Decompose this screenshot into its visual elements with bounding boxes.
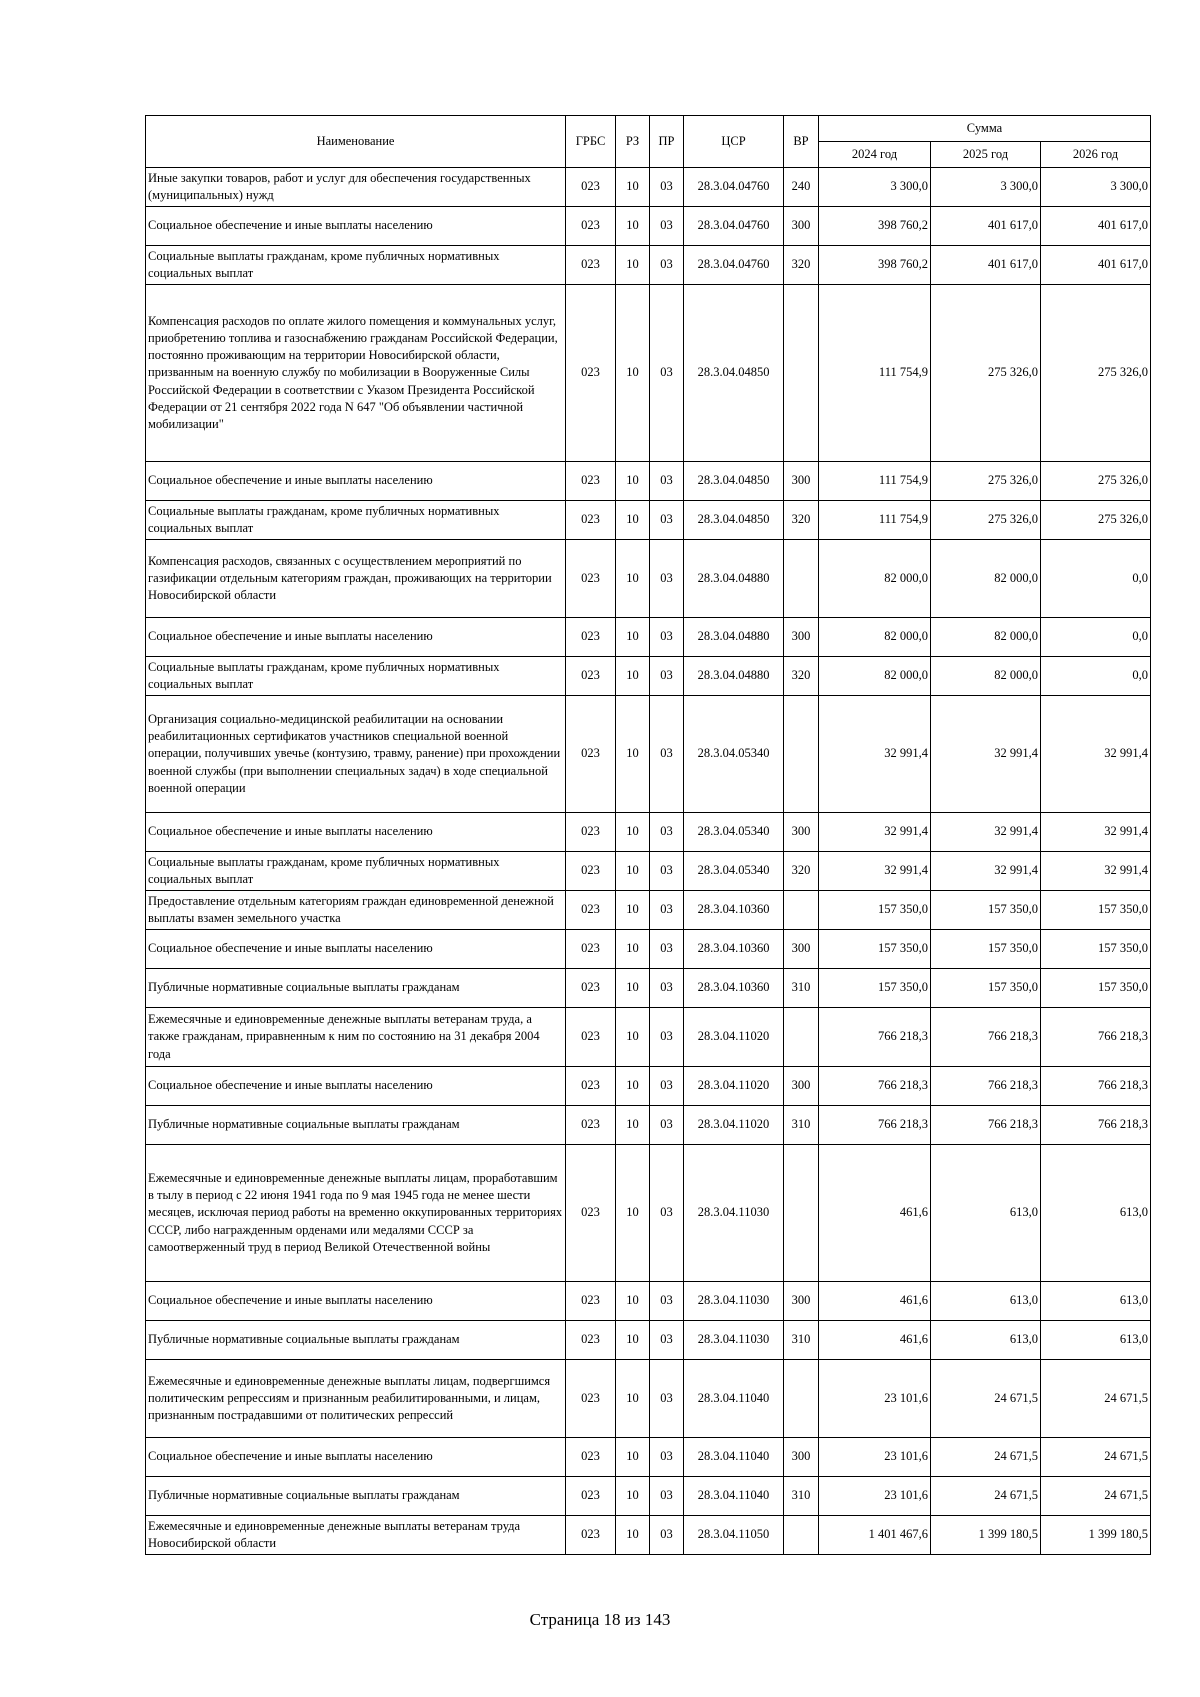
cell-csr: 28.3.04.04850: [684, 501, 784, 540]
table-row: [146, 1438, 1151, 1477]
cell-y2025: 275 326,0: [931, 285, 1041, 462]
cell-y2026: 766 218,3: [1041, 1008, 1151, 1067]
table-row: [146, 246, 1151, 285]
cell-grbs: 023: [566, 618, 616, 657]
cell-y2026: 766 218,3: [1041, 1106, 1151, 1145]
cell-pr: 03: [650, 969, 684, 1008]
cell-y2025: 275 326,0: [931, 462, 1041, 501]
cell-y2024: 398 760,2: [819, 207, 931, 246]
cell-rz: 10: [616, 1321, 650, 1360]
cell-y2026: 0,0: [1041, 657, 1151, 696]
cell-rz: 10: [616, 1516, 650, 1555]
header-sum: Сумма: [819, 116, 1151, 142]
cell-pr: 03: [650, 1477, 684, 1516]
cell-vr: 310: [784, 1477, 819, 1516]
cell-grbs: 023: [566, 1438, 616, 1477]
cell-pr: 03: [650, 1438, 684, 1477]
cell-csr: 28.3.04.11030: [684, 1282, 784, 1321]
table-row: [146, 1145, 1151, 1282]
cell-y2024: 32 991,4: [819, 813, 931, 852]
cell-vr: 310: [784, 1321, 819, 1360]
cell-pr: 03: [650, 891, 684, 930]
table-row: [146, 501, 1151, 540]
table-row: [146, 285, 1151, 462]
cell-csr: 28.3.04.11040: [684, 1477, 784, 1516]
header-vr: ВР: [784, 116, 819, 168]
cell-vr: [784, 1008, 819, 1067]
cell-pr: 03: [650, 696, 684, 813]
cell-csr: 28.3.04.05340: [684, 813, 784, 852]
table-row: [146, 657, 1151, 696]
cell-grbs: 023: [566, 462, 616, 501]
cell-pr: 03: [650, 1106, 684, 1145]
cell-name: Ежемесячные и единовременные денежные выплаты ветеранам труда Новосибирской области: [146, 1516, 566, 1555]
cell-csr: 28.3.04.10360: [684, 930, 784, 969]
cell-y2024: 1 401 467,6: [819, 1516, 931, 1555]
cell-rz: 10: [616, 168, 650, 207]
cell-y2025: 766 218,3: [931, 1008, 1041, 1067]
cell-grbs: 023: [566, 696, 616, 813]
header-name: Наименование: [146, 116, 566, 168]
cell-csr: 28.3.04.11040: [684, 1360, 784, 1438]
table-row: [146, 813, 1151, 852]
cell-csr: 28.3.04.04880: [684, 657, 784, 696]
cell-y2026: 275 326,0: [1041, 462, 1151, 501]
cell-grbs: 023: [566, 207, 616, 246]
cell-vr: 320: [784, 501, 819, 540]
cell-csr: 28.3.04.10360: [684, 891, 784, 930]
cell-y2025: 613,0: [931, 1282, 1041, 1321]
table-row: [146, 891, 1151, 930]
cell-rz: 10: [616, 930, 650, 969]
cell-name: Социальное обеспечение и иные выплаты населению: [146, 1067, 566, 1106]
cell-name: Публичные нормативные социальные выплаты гражданам: [146, 1106, 566, 1145]
cell-y2026: 3 300,0: [1041, 168, 1151, 207]
cell-grbs: 023: [566, 930, 616, 969]
cell-y2024: 766 218,3: [819, 1067, 931, 1106]
cell-grbs: 023: [566, 891, 616, 930]
cell-grbs: 023: [566, 1008, 616, 1067]
cell-vr: [784, 540, 819, 618]
cell-y2024: 111 754,9: [819, 501, 931, 540]
table-body: [146, 168, 1151, 1555]
cell-pr: 03: [650, 207, 684, 246]
cell-y2026: 157 350,0: [1041, 891, 1151, 930]
cell-y2025: 275 326,0: [931, 501, 1041, 540]
cell-y2025: 1 399 180,5: [931, 1516, 1041, 1555]
cell-rz: 10: [616, 1008, 650, 1067]
cell-grbs: 023: [566, 246, 616, 285]
cell-y2024: 157 350,0: [819, 969, 931, 1008]
cell-y2026: 766 218,3: [1041, 1067, 1151, 1106]
cell-pr: 03: [650, 1067, 684, 1106]
table-row: [146, 207, 1151, 246]
cell-y2024: 157 350,0: [819, 930, 931, 969]
cell-csr: 28.3.04.11020: [684, 1106, 784, 1145]
cell-grbs: 023: [566, 1067, 616, 1106]
cell-vr: 300: [784, 1282, 819, 1321]
cell-vr: 300: [784, 618, 819, 657]
cell-vr: [784, 1360, 819, 1438]
cell-y2024: 398 760,2: [819, 246, 931, 285]
cell-name: Компенсация расходов по оплате жилого помещения и коммунальных услуг, приобретению топлива и газоснабжению гражданам Российской Федерации, постоянно проживающим на территории Новосибирской области, призванным на военную службу по мобилизации в Вооруженные Силы Российской Федерации в соответствии с Указом Президента Российской Федерации от 21 сентября 2022 года N 647 "Об объявлении частичной мобилизации": [146, 285, 566, 462]
table-row: [146, 930, 1151, 969]
cell-rz: 10: [616, 1067, 650, 1106]
cell-y2026: 0,0: [1041, 540, 1151, 618]
table-row: [146, 462, 1151, 501]
cell-vr: 300: [784, 462, 819, 501]
cell-rz: 10: [616, 852, 650, 891]
header-rz: РЗ: [616, 116, 650, 168]
cell-pr: 03: [650, 285, 684, 462]
cell-rz: 10: [616, 657, 650, 696]
cell-grbs: 023: [566, 168, 616, 207]
cell-y2024: 82 000,0: [819, 657, 931, 696]
cell-y2024: 461,6: [819, 1145, 931, 1282]
cell-y2024: 82 000,0: [819, 618, 931, 657]
cell-pr: 03: [650, 1516, 684, 1555]
cell-name: Социальные выплаты гражданам, кроме публичных нормативных социальных выплат: [146, 852, 566, 891]
cell-y2026: 613,0: [1041, 1321, 1151, 1360]
cell-y2025: 24 671,5: [931, 1360, 1041, 1438]
cell-pr: 03: [650, 462, 684, 501]
cell-pr: 03: [650, 1145, 684, 1282]
cell-pr: 03: [650, 657, 684, 696]
cell-y2024: 82 000,0: [819, 540, 931, 618]
table-row: [146, 1360, 1151, 1438]
cell-name: Ежемесячные и единовременные денежные выплаты лицам, проработавшим в тылу в период с 22 июня 1941 года по 9 мая 1945 года не менее шести месяцев, исключая период работы на временно оккупированных территориях СССР, либо награжденным орденами или медалями СССР за самоотверженный труд в период Великой Отечественной войны: [146, 1145, 566, 1282]
table-row: [146, 696, 1151, 813]
table-row: [146, 618, 1151, 657]
cell-grbs: 023: [566, 657, 616, 696]
cell-y2024: 23 101,6: [819, 1438, 931, 1477]
cell-rz: 10: [616, 696, 650, 813]
cell-vr: 310: [784, 969, 819, 1008]
cell-pr: 03: [650, 1360, 684, 1438]
cell-y2025: 32 991,4: [931, 852, 1041, 891]
cell-grbs: 023: [566, 501, 616, 540]
cell-name: Социальное обеспечение и иные выплаты населению: [146, 1282, 566, 1321]
cell-y2025: 401 617,0: [931, 207, 1041, 246]
table-row: [146, 1106, 1151, 1145]
cell-vr: [784, 285, 819, 462]
cell-name: Публичные нормативные социальные выплаты гражданам: [146, 1477, 566, 1516]
cell-csr: 28.3.04.04850: [684, 285, 784, 462]
cell-csr: 28.3.04.04760: [684, 207, 784, 246]
cell-rz: 10: [616, 540, 650, 618]
cell-rz: 10: [616, 1438, 650, 1477]
cell-y2026: 24 671,5: [1041, 1477, 1151, 1516]
cell-vr: [784, 1145, 819, 1282]
cell-y2024: 111 754,9: [819, 285, 931, 462]
cell-name: Социальные выплаты гражданам, кроме публичных нормативных социальных выплат: [146, 246, 566, 285]
cell-pr: 03: [650, 1008, 684, 1067]
cell-y2024: 157 350,0: [819, 891, 931, 930]
cell-name: Социальное обеспечение и иные выплаты населению: [146, 813, 566, 852]
cell-grbs: 023: [566, 1477, 616, 1516]
cell-csr: 28.3.04.04850: [684, 462, 784, 501]
cell-vr: 300: [784, 1438, 819, 1477]
cell-y2025: 82 000,0: [931, 657, 1041, 696]
cell-y2025: 157 350,0: [931, 930, 1041, 969]
cell-y2024: 3 300,0: [819, 168, 931, 207]
page-number: Страница 18 из 143: [529, 1610, 671, 1629]
cell-csr: 28.3.04.05340: [684, 852, 784, 891]
cell-y2025: 24 671,5: [931, 1438, 1041, 1477]
cell-vr: 310: [784, 1106, 819, 1145]
cell-y2025: 82 000,0: [931, 540, 1041, 618]
cell-rz: 10: [616, 246, 650, 285]
cell-pr: 03: [650, 1321, 684, 1360]
cell-rz: 10: [616, 618, 650, 657]
cell-y2025: 32 991,4: [931, 696, 1041, 813]
cell-y2026: 157 350,0: [1041, 930, 1151, 969]
cell-grbs: 023: [566, 285, 616, 462]
cell-name: Ежемесячные и единовременные денежные выплаты лицам, подвергшимся политическим репрессиям и признанным реабилитированными, и лицам, признанным пострадавшими от политических репрессий: [146, 1360, 566, 1438]
cell-csr: 28.3.04.04880: [684, 540, 784, 618]
cell-name: Иные закупки товаров, работ и услуг для обеспечения государственных (муниципальных) нужд: [146, 168, 566, 207]
cell-name: Предоставление отдельным категориям граждан единовременной денежной выплаты взамен земельного участка: [146, 891, 566, 930]
cell-grbs: 023: [566, 540, 616, 618]
cell-vr: 300: [784, 813, 819, 852]
cell-rz: 10: [616, 1106, 650, 1145]
cell-y2024: 111 754,9: [819, 462, 931, 501]
cell-rz: 10: [616, 501, 650, 540]
cell-grbs: 023: [566, 1282, 616, 1321]
cell-name: Публичные нормативные социальные выплаты гражданам: [146, 1321, 566, 1360]
cell-y2026: 24 671,5: [1041, 1438, 1151, 1477]
cell-rz: 10: [616, 1477, 650, 1516]
cell-y2024: 23 101,6: [819, 1477, 931, 1516]
cell-csr: 28.3.04.04760: [684, 168, 784, 207]
cell-y2026: 613,0: [1041, 1145, 1151, 1282]
cell-name: Социальное обеспечение и иные выплаты населению: [146, 207, 566, 246]
cell-y2026: 275 326,0: [1041, 285, 1151, 462]
table-row: [146, 1516, 1151, 1555]
cell-name: Социальные выплаты гражданам, кроме публичных нормативных социальных выплат: [146, 657, 566, 696]
cell-grbs: 023: [566, 1145, 616, 1282]
cell-y2026: 613,0: [1041, 1282, 1151, 1321]
table-row: [146, 1067, 1151, 1106]
table-row: [146, 1477, 1151, 1516]
cell-pr: 03: [650, 618, 684, 657]
cell-name: Публичные нормативные социальные выплаты гражданам: [146, 969, 566, 1008]
cell-csr: 28.3.04.11030: [684, 1145, 784, 1282]
cell-vr: [784, 696, 819, 813]
cell-pr: 03: [650, 540, 684, 618]
cell-rz: 10: [616, 1360, 650, 1438]
cell-rz: 10: [616, 285, 650, 462]
cell-y2024: 766 218,3: [819, 1106, 931, 1145]
cell-pr: 03: [650, 168, 684, 207]
cell-grbs: 023: [566, 1516, 616, 1555]
cell-pr: 03: [650, 930, 684, 969]
cell-vr: 320: [784, 246, 819, 285]
cell-csr: 28.3.04.11020: [684, 1067, 784, 1106]
cell-csr: 28.3.04.11050: [684, 1516, 784, 1555]
cell-name: Социальное обеспечение и иные выплаты населению: [146, 930, 566, 969]
cell-rz: 10: [616, 891, 650, 930]
cell-vr: 300: [784, 1067, 819, 1106]
cell-pr: 03: [650, 501, 684, 540]
table-row: [146, 1321, 1151, 1360]
cell-y2024: 23 101,6: [819, 1360, 931, 1438]
cell-y2024: 766 218,3: [819, 1008, 931, 1067]
cell-vr: [784, 1516, 819, 1555]
table-row: [146, 969, 1151, 1008]
cell-grbs: 023: [566, 852, 616, 891]
cell-y2025: 613,0: [931, 1321, 1041, 1360]
cell-rz: 10: [616, 207, 650, 246]
cell-y2026: 157 350,0: [1041, 969, 1151, 1008]
cell-rz: 10: [616, 813, 650, 852]
cell-grbs: 023: [566, 1321, 616, 1360]
table-row: [146, 1282, 1151, 1321]
cell-name: Компенсация расходов, связанных с осуществлением мероприятий по газификации отдельным категориям граждан, проживающих на территории Новосибирской области: [146, 540, 566, 618]
cell-y2025: 3 300,0: [931, 168, 1041, 207]
cell-name: Социальное обеспечение и иные выплаты населению: [146, 618, 566, 657]
cell-rz: 10: [616, 969, 650, 1008]
cell-name: Социальное обеспечение и иные выплаты населению: [146, 462, 566, 501]
cell-y2025: 766 218,3: [931, 1106, 1041, 1145]
cell-csr: 28.3.04.10360: [684, 969, 784, 1008]
cell-pr: 03: [650, 813, 684, 852]
cell-vr: 320: [784, 657, 819, 696]
cell-name: Ежемесячные и единовременные денежные выплаты ветеранам труда, а также гражданам, приравненным к ним по состоянию на 31 декабря 2004 года: [146, 1008, 566, 1067]
header-year-2025: 2025 год: [931, 142, 1041, 168]
header-year-2026: 2026 год: [1041, 142, 1151, 168]
cell-pr: 03: [650, 1282, 684, 1321]
header-grbs: ГРБС: [566, 116, 616, 168]
cell-y2026: 32 991,4: [1041, 852, 1151, 891]
table-row: [146, 852, 1151, 891]
cell-pr: 03: [650, 246, 684, 285]
cell-name: Социальные выплаты гражданам, кроме публичных нормативных социальных выплат: [146, 501, 566, 540]
cell-rz: 10: [616, 462, 650, 501]
cell-vr: 300: [784, 207, 819, 246]
cell-csr: 28.3.04.11030: [684, 1321, 784, 1360]
cell-pr: 03: [650, 852, 684, 891]
cell-y2025: 82 000,0: [931, 618, 1041, 657]
table-header: [146, 116, 1151, 168]
cell-y2024: 32 991,4: [819, 852, 931, 891]
cell-y2026: 24 671,5: [1041, 1360, 1151, 1438]
cell-name: Организация социально-медицинской реабилитации на основании реабилитационных сертификатов участников специальной военной операции, получивших увечье (контузию, травму, ранение) при прохождении военной службы (при выполнении специальных задач) в ходе специальной военной операции: [146, 696, 566, 813]
header-csr: ЦСР: [684, 116, 784, 168]
cell-grbs: 023: [566, 813, 616, 852]
cell-y2026: 401 617,0: [1041, 207, 1151, 246]
header-year-2024: 2024 год: [819, 142, 931, 168]
cell-y2026: 275 326,0: [1041, 501, 1151, 540]
cell-name: Социальное обеспечение и иные выплаты населению: [146, 1438, 566, 1477]
cell-csr: 28.3.04.11040: [684, 1438, 784, 1477]
cell-y2025: 24 671,5: [931, 1477, 1041, 1516]
cell-y2024: 32 991,4: [819, 696, 931, 813]
cell-y2025: 766 218,3: [931, 1067, 1041, 1106]
cell-y2026: 32 991,4: [1041, 813, 1151, 852]
cell-vr: 320: [784, 852, 819, 891]
cell-grbs: 023: [566, 1106, 616, 1145]
cell-y2025: 157 350,0: [931, 969, 1041, 1008]
table-row: [146, 540, 1151, 618]
cell-csr: 28.3.04.04760: [684, 246, 784, 285]
cell-y2024: 461,6: [819, 1321, 931, 1360]
cell-vr: 300: [784, 930, 819, 969]
cell-vr: [784, 891, 819, 930]
cell-y2024: 461,6: [819, 1282, 931, 1321]
cell-y2026: 32 991,4: [1041, 696, 1151, 813]
cell-csr: 28.3.04.04880: [684, 618, 784, 657]
header-pr: ПР: [650, 116, 684, 168]
cell-csr: 28.3.04.11020: [684, 1008, 784, 1067]
cell-y2026: 401 617,0: [1041, 246, 1151, 285]
cell-csr: 28.3.04.05340: [684, 696, 784, 813]
table-row: [146, 1008, 1151, 1067]
cell-y2025: 613,0: [931, 1145, 1041, 1282]
cell-y2025: 401 617,0: [931, 246, 1041, 285]
cell-vr: 240: [784, 168, 819, 207]
cell-y2025: 32 991,4: [931, 813, 1041, 852]
budget-table: [145, 115, 1151, 1555]
table-row: [146, 168, 1151, 207]
cell-y2026: 0,0: [1041, 618, 1151, 657]
cell-rz: 10: [616, 1282, 650, 1321]
cell-y2025: 157 350,0: [931, 891, 1041, 930]
cell-grbs: 023: [566, 969, 616, 1008]
cell-grbs: 023: [566, 1360, 616, 1438]
cell-y2026: 1 399 180,5: [1041, 1516, 1151, 1555]
cell-rz: 10: [616, 1145, 650, 1282]
